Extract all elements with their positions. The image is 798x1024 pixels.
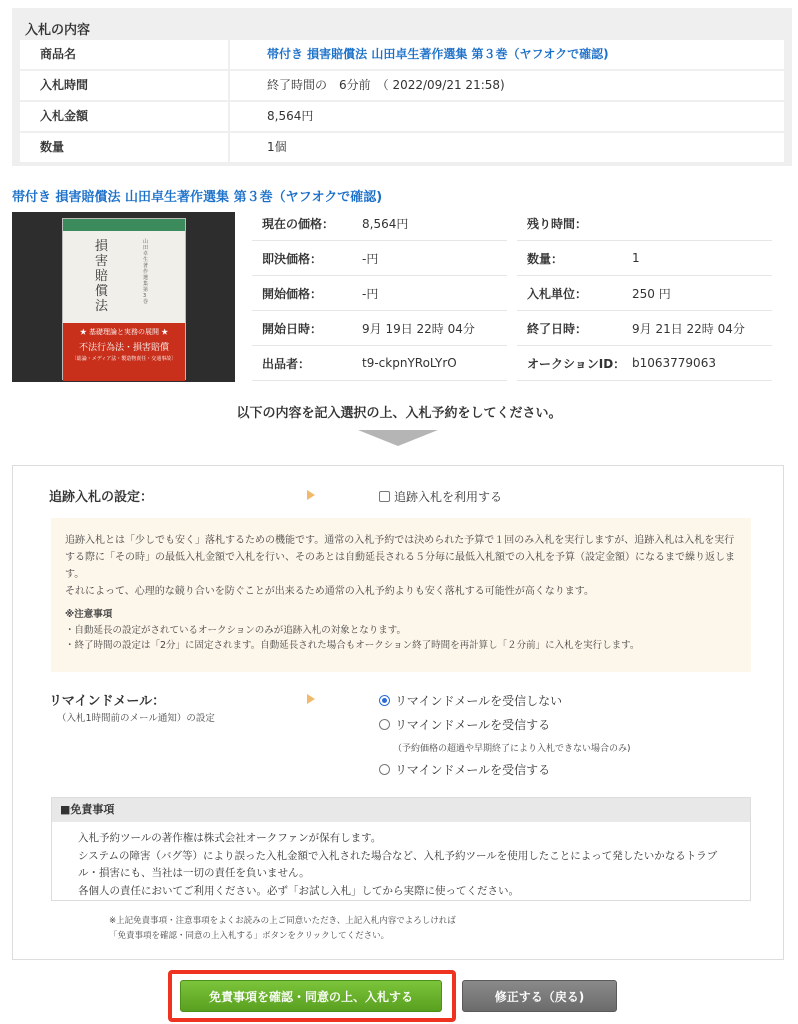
bid-row-label: 商品名 <box>20 40 230 69</box>
tracking-bid-checkbox[interactable]: 追跡入札を利用する <box>379 488 502 505</box>
time-left-label: 残り時間： <box>527 216 588 231</box>
agree-and-bid-button[interactable]: 免責事項を確認・同意の上、入札する <box>180 980 442 1012</box>
bid-row-quantity <box>20 133 784 164</box>
bid-summary-panel <box>12 8 792 166</box>
current-price-value: 8,564円 <box>362 216 409 231</box>
auction-info-grid <box>252 206 772 381</box>
info-row <box>252 311 772 346</box>
info-row <box>252 276 772 311</box>
info-row <box>252 346 772 381</box>
modify-back-button[interactable]: 修正する（戻る) <box>462 980 617 1012</box>
radio-selected-icon[interactable] <box>379 695 390 706</box>
disclaimer-title: ■免責事項 <box>52 798 750 822</box>
end-date-label: 終了日時： <box>527 321 588 336</box>
remind-mail-label: リマインドメール： <box>49 694 166 709</box>
remind-mail-sublabel: （入札1時間前のメール通知）の設定 <box>57 713 215 724</box>
info-row <box>252 241 772 276</box>
notes-title: ※注意事項 <box>65 609 113 620</box>
disclaimer-panel: ■免責事項 入札予約ツールの著作権は株式会社オークファンが保有します。 システムの障害（バグ等）により誤った入札金額で入札された場合など、入札予約ツールを使用したことによって発したいかなるトラブ ル・損害にも、当社は一切の責任を負いません。 各個人の責任においてご利用ください。必ず「お試し入札」してから実際に使ってください。 <box>51 797 751 901</box>
bid-row-label: 入札金額 <box>20 102 230 131</box>
bid-quantity-value: 1個 <box>267 140 287 154</box>
bid-summary-title: 入札の内容 <box>25 23 91 38</box>
checkbox-icon[interactable] <box>379 491 390 502</box>
quantity-value: 1 <box>632 251 640 265</box>
book-obi-band: ★ 基礎理論と実務の展開 ★ 不法行為法・損害賠償 〔総論・メディア法・製造物責任・交通事故〕 <box>63 323 185 381</box>
book-spine-title: 損害賠償法 <box>95 239 109 314</box>
auction-id-value: b1063779063 <box>632 356 716 370</box>
end-date-value: 9月 21日 22時 04分 <box>632 321 745 336</box>
bid-time-value: 終了時間の 6分前 （ 2022/09/21 21:58) <box>267 78 505 92</box>
tracking-bid-label: 追跡入札の設定： <box>49 490 154 505</box>
auction-id-label: オークションID： <box>527 356 626 371</box>
book-side-text: 山田卓生著作選集 第3巻 <box>143 239 149 305</box>
seller-value: t9-ckpnYRoLYrO <box>362 356 457 370</box>
bid-unit-value: 250 円 <box>632 286 671 301</box>
info-row <box>252 206 772 241</box>
start-date-value: 9月 19日 22時 04分 <box>362 321 475 336</box>
remind-option-note: （予約価格の超過や早期終了により入札できない場合のみ) <box>393 744 631 754</box>
bid-row-time <box>20 71 784 102</box>
tracking-bid-description: 追跡入札とは「少しでも安く」落札するための機能です。通常の入札予約では決められた予算で１回のみ入札を実行しますが、追跡入札は入札を実行する際に「その時」の最低入札金額で入札を行い、そのあとは自動延長される５分毎に最低入札額での入札を予算（設定金額）になるまで繰り返します。 それによって、心理的な競り合いを防ぐことが出来るため通常の入札予約よりも安く落札する可能性が高くなります。 ※注意事項 ・自動延長の設定がされているオークションのみが追跡入札の対象となります。 ・終了時間の設定は「2分」に固定されます。自動延長された場合もオークション終了時間を再計算し「２分前」に入札を実行します。 <box>51 518 751 672</box>
bid-summary-table <box>20 40 784 164</box>
quantity-label: 数量： <box>527 251 564 266</box>
agree-note: ※上記免責事項・注意事項をよくお読みの上ご同意いただき、上記入札内容でよろしければ 「免責事項を確認・同意の上入札する」ボタンをクリックしてください。 <box>109 916 456 941</box>
radio-icon[interactable] <box>379 764 390 775</box>
start-date-label: 開始日時： <box>262 321 323 336</box>
bid-amount-value: 8,564円 <box>267 109 314 123</box>
bid-row-label: 数量 <box>20 133 230 162</box>
book-cover <box>62 218 186 380</box>
bid-row-amount <box>20 102 784 133</box>
bid-unit-label: 入札単位： <box>527 286 588 301</box>
buyout-price-label: 即決価格： <box>262 251 323 266</box>
start-price-label: 開始価格： <box>262 286 323 301</box>
bid-row-label: 入札時間 <box>20 71 230 100</box>
seller-label: 出品者： <box>262 356 311 371</box>
remind-option-no[interactable]: リマインドメールを受信しない <box>379 692 562 709</box>
buyout-price-value: -円 <box>362 251 379 266</box>
bid-row-item <box>20 40 784 71</box>
instruction-text: 以下の内容を記入選択の上、入札予約をしてください。 <box>236 406 562 421</box>
current-price-label: 現在の価格： <box>262 216 335 231</box>
item-photo[interactable] <box>12 212 235 382</box>
triangle-right-icon <box>307 490 315 500</box>
item-name-link[interactable]: 帯付き 損害賠償法 山田卓生著作選集 第３巻（ヤフオクで確認) <box>267 47 609 61</box>
down-arrow-icon <box>358 430 438 446</box>
item-title-link[interactable]: 帯付き 損害賠償法 山田卓生著作選集 第３巻（ヤフオクで確認) <box>12 190 383 205</box>
bid-settings-form <box>12 465 784 960</box>
radio-icon[interactable] <box>379 719 390 730</box>
triangle-right-icon <box>307 694 315 704</box>
remind-option-yes[interactable]: リマインドメールを受信する <box>379 716 550 733</box>
remind-option-yes-always[interactable]: リマインドメールを受信する <box>379 761 550 778</box>
start-price-value: -円 <box>362 286 379 301</box>
